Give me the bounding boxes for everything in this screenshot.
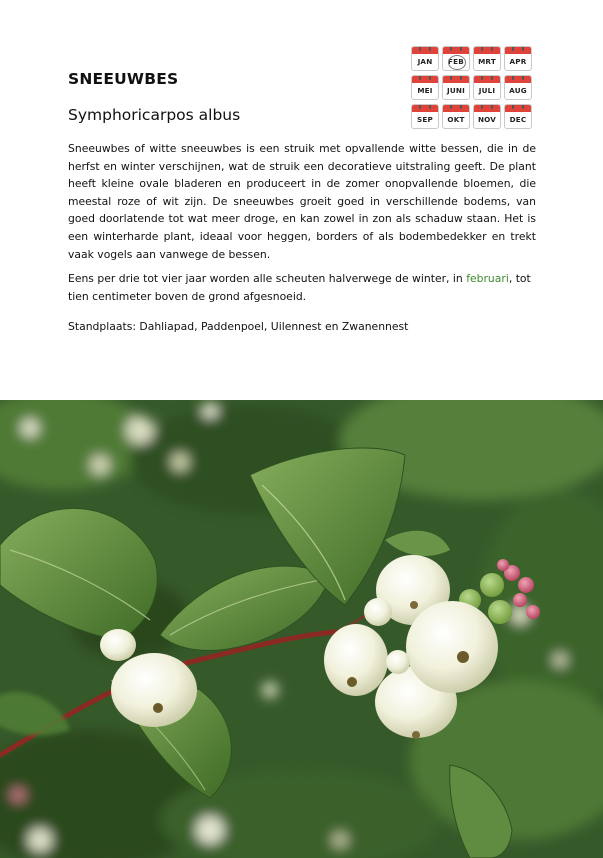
page-title: SNEEUWBES bbox=[68, 70, 179, 88]
calendar-month-aug bbox=[504, 75, 532, 100]
calendar-month-mei bbox=[411, 75, 439, 100]
pruning-paragraph bbox=[68, 270, 540, 305]
calendar-month-sep bbox=[411, 104, 439, 129]
snowberry-branch-photo bbox=[0, 400, 603, 858]
calendar-month-label: MRT bbox=[478, 57, 496, 66]
pruning-text-before: Eens per drie tot vier jaar worden alle scheuten halverwege de winter, in bbox=[68, 272, 467, 285]
calendar-month-label: JAN bbox=[417, 57, 433, 66]
calendar-month-nov bbox=[473, 104, 501, 129]
calendar-month-dec bbox=[504, 104, 532, 129]
calendar-month-okt bbox=[442, 104, 470, 129]
pruning-text-after: , tot tien centimeter boven de grond afgesnoeid. bbox=[68, 272, 531, 303]
calendar-month-apr bbox=[504, 46, 532, 71]
calendar-month-label: APR bbox=[509, 57, 527, 66]
calendar-month-label: FEB bbox=[448, 57, 464, 66]
calendar-month-juli bbox=[473, 75, 501, 100]
calendar-month-feb bbox=[442, 46, 470, 71]
pruning-month: februari bbox=[466, 272, 509, 285]
calendar-month-label: SEP bbox=[417, 115, 433, 124]
calendar-month-label: DEC bbox=[509, 115, 527, 124]
calendar-month-jan bbox=[411, 46, 439, 71]
calendar-month-mrt bbox=[473, 46, 501, 71]
calendar-month-label: JUNI bbox=[446, 86, 465, 95]
description-paragraph: Sneeuwbes of witte sneeuwbes is een struik met opvallende witte bessen, die in de herfst en winter verschijnen, wat de struik een decoratieve uitstraling geeft. De plant heeft kleine ovale bladeren en produceert in de zomer onopvallende bloemen, die meestal roze of wit zijn. De sneeuwbes groeit goed in verschillende bodems, van goed doorlatende tot wat meer droge, en kan zowel in zon als schaduw staan. Het is een winterharde plant, ideaal voor heggen, borders of als bodembedekker en trekt vaak vogels aan vanwege de bessen. bbox=[68, 142, 536, 261]
calendar-month-label: JULI bbox=[478, 86, 496, 95]
calendar-month-label: NOV bbox=[477, 115, 497, 124]
calendar-month-label: MEI bbox=[417, 86, 433, 95]
scientific-name: Symphoricarpos albus bbox=[68, 106, 241, 124]
calendar-month-juni bbox=[442, 75, 470, 100]
month-calendar bbox=[411, 46, 532, 129]
calendar-month-label: OKT bbox=[447, 115, 465, 124]
location-line: Standplaats: Dahliapad, Paddenpoel, Uilennest en Zwanennest bbox=[68, 320, 409, 333]
calendar-month-label: AUG bbox=[509, 86, 527, 95]
